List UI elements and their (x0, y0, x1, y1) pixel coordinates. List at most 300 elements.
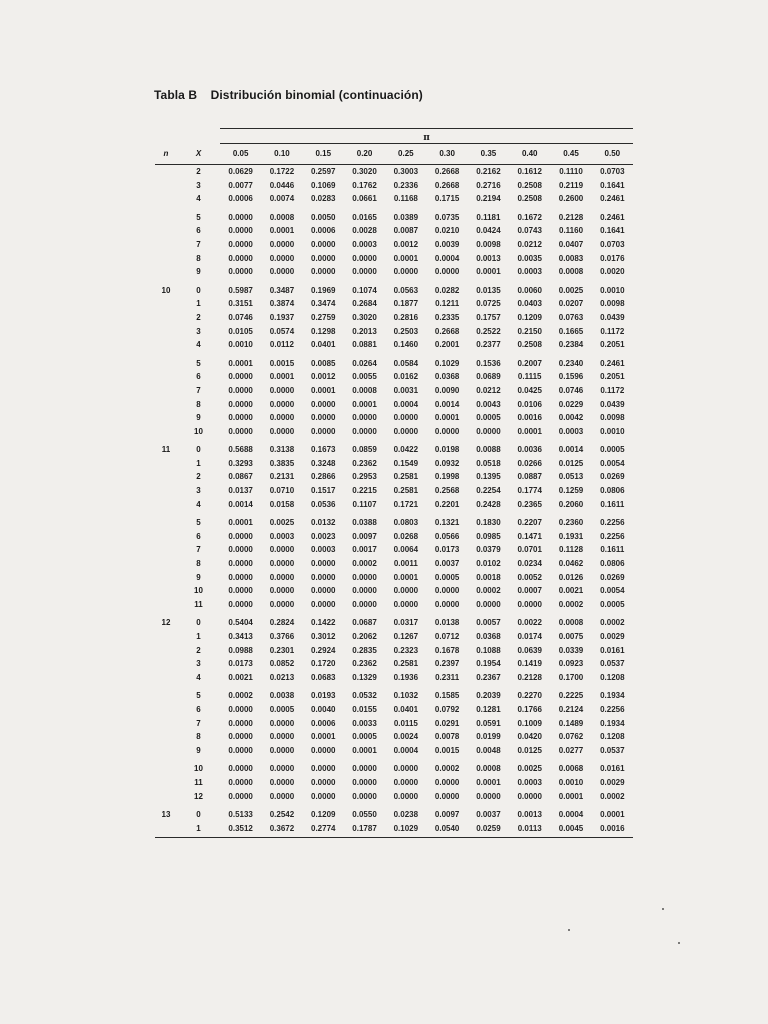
probability-cell: 0.0518 (476, 458, 501, 468)
probability-cell: 0.0000 (228, 267, 253, 277)
n-cell: 11 (161, 445, 171, 455)
probability-cell: 0.1936 (393, 672, 419, 682)
probability-cell: 0.1281 (476, 704, 501, 714)
probability-cell: 0.2060 (558, 499, 584, 509)
probability-cell: 0.1422 (311, 618, 336, 628)
x-cell: 10 (194, 764, 203, 774)
probability-cell: 0.2581 (393, 472, 419, 482)
table-row (155, 530, 633, 544)
probability-cell: 0.1549 (393, 458, 419, 468)
probability-cell: 0.2597 (311, 167, 336, 176)
probability-cell: 0.0000 (228, 253, 253, 263)
probability-cell: 0.0000 (434, 267, 460, 277)
x-cell: 1 (196, 823, 201, 833)
probability-cell: 0.0000 (228, 704, 253, 714)
x-cell: 0 (196, 285, 201, 295)
probability-cell: 0.0000 (269, 745, 295, 755)
column-header-p: 0.40 (509, 144, 550, 165)
n-cell (155, 671, 177, 685)
probability-cell: 0.0000 (269, 253, 295, 263)
probability-cell: 0.1536 (476, 358, 501, 368)
probability-cell: 0.2207 (517, 518, 542, 528)
probability-cell: 0.0020 (600, 267, 625, 277)
probability-cell: 0.0098 (600, 299, 625, 309)
table-body (155, 165, 633, 836)
probability-cell: 0.0138 (434, 618, 460, 628)
probability-cell: 0.0001 (311, 732, 336, 742)
probability-cell: 0.0005 (434, 572, 460, 582)
n-cell (155, 516, 177, 530)
probability-cell: 0.0015 (434, 745, 460, 755)
probability-cell: 0.0701 (517, 545, 542, 555)
n-cell (155, 498, 177, 512)
probability-cell: 0.0000 (476, 426, 501, 436)
probability-cell: 0.0001 (600, 810, 625, 820)
probability-cell: 0.1172 (600, 326, 625, 336)
n-cell (155, 703, 177, 717)
n-cell (155, 790, 177, 804)
probability-cell: 0.0014 (228, 499, 253, 509)
n-cell (155, 165, 177, 179)
probability-cell: 0.2522 (476, 326, 501, 336)
probability-cell: 0.1673 (311, 445, 336, 455)
probability-cell: 0.0002 (434, 764, 460, 774)
probability-cell: 0.0439 (600, 399, 625, 409)
probability-cell: 0.0005 (352, 732, 377, 742)
n-cell (155, 598, 177, 612)
probability-cell: 0.0710 (269, 486, 295, 496)
probability-cell: 0.0075 (558, 632, 584, 641)
probability-cell: 0.0000 (269, 791, 295, 801)
probability-cell: 0.3766 (269, 632, 295, 641)
table-row (155, 630, 633, 644)
n-cell (155, 584, 177, 598)
probability-cell: 0.0317 (393, 618, 419, 628)
n-cell (155, 297, 177, 311)
probability-cell: 0.0536 (311, 499, 336, 509)
probability-cell: 0.0015 (269, 358, 295, 368)
column-header-p: 0.45 (550, 144, 591, 165)
column-header-x: X (177, 144, 220, 165)
n-cell (155, 211, 177, 225)
probability-cell: 0.0282 (434, 285, 460, 295)
probability-cell: 0.0712 (434, 632, 460, 641)
x-cell: 8 (196, 559, 201, 569)
probability-cell: 0.0000 (352, 253, 377, 263)
probability-cell: 0.0010 (558, 777, 584, 787)
probability-cell: 0.0006 (228, 194, 253, 204)
probability-cell: 0.1585 (434, 691, 460, 701)
probability-cell: 0.0001 (228, 358, 253, 368)
probability-cell: 0.0424 (476, 226, 501, 236)
table-row (155, 790, 633, 804)
n-cell (155, 689, 177, 703)
column-header-p: 0.35 (468, 144, 509, 165)
probability-cell: 0.1934 (600, 691, 625, 701)
n-cell (155, 822, 177, 836)
table-row (155, 543, 633, 557)
probability-cell: 0.1720 (311, 659, 336, 669)
probability-cell: 0.0000 (228, 399, 253, 409)
probability-cell: 0.0291 (434, 718, 460, 728)
probability-cell: 0.2150 (517, 326, 542, 336)
probability-cell: 0.2270 (517, 691, 542, 701)
table-row (155, 744, 633, 758)
x-cell: 1 (196, 458, 201, 468)
probability-cell: 0.2377 (476, 340, 501, 350)
probability-cell: 0.0401 (311, 340, 336, 350)
column-header-p: 0.50 (592, 144, 633, 165)
probability-cell: 0.1665 (558, 326, 584, 336)
probability-cell: 0.0420 (517, 732, 542, 742)
probability-cell: 0.0090 (434, 385, 460, 395)
probability-cell: 0.2013 (352, 326, 377, 336)
probability-cell: 0.2716 (476, 180, 501, 190)
n-cell (155, 425, 177, 439)
probability-cell: 0.0002 (558, 599, 584, 609)
table-row (155, 211, 633, 225)
probability-cell: 0.0283 (311, 194, 336, 204)
probability-cell: 0.2128 (517, 672, 542, 682)
probability-cell: 0.0000 (269, 399, 295, 409)
probability-cell: 0.0105 (228, 326, 253, 336)
table-description: Distribución binomial (continuación) (210, 88, 423, 102)
probability-cell: 0.0102 (476, 559, 501, 569)
probability-cell: 0.0199 (476, 732, 501, 742)
probability-cell: 0.0368 (434, 372, 460, 382)
probability-cell: 0.0269 (600, 472, 625, 482)
probability-cell: 0.0210 (434, 226, 460, 236)
probability-cell: 0.0629 (228, 167, 253, 176)
probability-cell: 0.2225 (558, 691, 584, 701)
table-row (155, 338, 633, 352)
scan-speck (678, 942, 680, 944)
probability-cell: 0.0106 (517, 399, 542, 409)
x-cell: 1 (196, 299, 201, 309)
column-header-n: n (155, 144, 177, 165)
probability-cell: 0.0008 (558, 267, 584, 277)
probability-cell: 0.0763 (558, 312, 584, 322)
probability-cell: 0.0024 (393, 732, 419, 742)
probability-cell: 0.0165 (352, 212, 377, 222)
x-cell: 4 (196, 340, 201, 350)
table-row (155, 384, 633, 398)
probability-cell: 0.0113 (517, 823, 542, 833)
table-row (155, 657, 633, 671)
x-cell: 1 (196, 632, 201, 641)
probability-cell: 0.2128 (558, 212, 584, 222)
x-cell: 8 (196, 253, 201, 263)
probability-cell: 0.0008 (558, 618, 584, 628)
probability-cell: 0.0001 (476, 267, 501, 277)
probability-cell: 0.2503 (393, 326, 419, 336)
probability-cell: 0.0932 (434, 458, 460, 468)
table-row (155, 498, 633, 512)
probability-cell: 0.0021 (228, 672, 253, 682)
probability-cell: 0.0000 (311, 239, 336, 249)
probability-cell: 0.0001 (269, 226, 295, 236)
probability-cell: 0.0001 (228, 518, 253, 528)
probability-cell: 0.0000 (228, 745, 253, 755)
probability-cell: 0.0000 (311, 745, 336, 755)
probability-cell: 0.0407 (558, 239, 584, 249)
n-cell (155, 224, 177, 238)
probability-cell: 0.0001 (269, 372, 295, 382)
probability-cell: 0.1088 (476, 645, 501, 655)
probability-cell: 0.2119 (559, 180, 584, 190)
probability-cell: 0.0000 (434, 586, 460, 596)
probability-cell: 0.0173 (228, 659, 253, 669)
n-cell (155, 384, 177, 398)
x-cell: 10 (194, 426, 203, 436)
probability-cell: 0.0125 (558, 458, 584, 468)
probability-cell: 0.0000 (228, 212, 253, 222)
probability-cell: 0.2360 (558, 518, 584, 528)
probability-cell: 0.0703 (600, 167, 625, 176)
probability-cell: 0.3487 (269, 285, 295, 295)
probability-cell: 0.0881 (352, 340, 377, 350)
probability-cell: 0.0207 (558, 299, 584, 309)
probability-cell: 0.0087 (393, 226, 419, 236)
probability-cell: 0.0687 (352, 618, 377, 628)
probability-cell: 0.2924 (311, 645, 336, 655)
probability-cell: 0.0057 (476, 618, 501, 628)
x-cell: 6 (196, 372, 201, 382)
x-cell: 3 (196, 486, 201, 496)
probability-cell: 0.0016 (517, 413, 542, 423)
probability-cell: 0.3248 (311, 458, 336, 468)
probability-cell: 0.0000 (228, 559, 253, 569)
probability-cell: 0.0001 (434, 413, 460, 423)
probability-cell: 0.2684 (352, 299, 377, 309)
probability-cell: 0.2668 (434, 167, 460, 176)
table-row (155, 822, 633, 836)
table-row (155, 484, 633, 498)
probability-cell: 0.0000 (352, 777, 377, 787)
probability-cell: 0.2256 (600, 531, 625, 541)
probability-cell: 0.0068 (558, 764, 584, 774)
probability-cell: 0.0008 (476, 764, 501, 774)
probability-cell: 0.0000 (311, 764, 336, 774)
n-cell (155, 238, 177, 252)
n-cell (155, 730, 177, 744)
probability-cell: 0.2039 (476, 691, 501, 701)
n-cell (155, 265, 177, 279)
probability-cell: 0.0000 (228, 791, 253, 801)
probability-cell: 0.0229 (558, 399, 584, 409)
x-cell: 11 (194, 599, 203, 609)
probability-cell: 0.0173 (434, 545, 460, 555)
probability-cell: 0.1612 (517, 167, 542, 176)
probability-cell: 0.3413 (228, 632, 253, 641)
probability-cell: 0.0212 (476, 385, 501, 395)
n-cell (155, 644, 177, 658)
probability-cell: 0.0000 (393, 426, 419, 436)
probability-cell: 0.0112 (269, 340, 294, 350)
probability-cell: 0.0135 (476, 285, 501, 295)
probability-cell: 0.0234 (517, 559, 542, 569)
probability-cell: 0.0000 (311, 572, 336, 582)
probability-cell: 0.2051 (600, 372, 625, 382)
probability-cell: 0.0021 (558, 586, 584, 596)
probability-cell: 0.1029 (434, 358, 460, 368)
table-row (155, 179, 633, 193)
table-row (155, 192, 633, 206)
table-row (155, 717, 633, 731)
probability-cell: 0.0735 (434, 212, 460, 222)
probability-cell: 0.0001 (558, 791, 584, 801)
table-title (154, 88, 423, 102)
probability-cell: 0.0000 (434, 599, 460, 609)
table-row (155, 443, 633, 457)
probability-cell: 0.1298 (311, 326, 336, 336)
probability-cell: 0.0040 (311, 704, 336, 714)
probability-cell: 0.0000 (352, 586, 377, 596)
probability-cell: 0.0013 (476, 253, 501, 263)
n-cell (155, 484, 177, 498)
probability-cell: 0.2581 (393, 659, 419, 669)
probability-cell: 0.0137 (228, 486, 253, 496)
probability-cell: 0.0000 (434, 777, 460, 787)
table-row (155, 762, 633, 776)
probability-cell: 0.0000 (228, 531, 253, 541)
probability-cell: 0.0077 (228, 180, 253, 190)
table-row (155, 311, 633, 325)
probability-cell: 0.0689 (476, 372, 501, 382)
probability-cell: 0.2062 (352, 632, 377, 641)
probability-cell: 0.0025 (269, 518, 295, 528)
probability-cell: 0.0004 (558, 810, 584, 820)
probability-cell: 0.0097 (434, 810, 460, 820)
x-cell: 5 (196, 358, 201, 368)
probability-cell: 0.0277 (558, 745, 584, 755)
probability-cell: 0.2335 (434, 312, 460, 322)
probability-cell: 0.0014 (434, 399, 460, 409)
probability-cell: 0.2824 (269, 618, 295, 628)
table-row (155, 297, 633, 311)
probability-cell: 0.0054 (600, 586, 625, 596)
probability-cell: 0.2256 (600, 704, 625, 714)
probability-cell: 0.1209 (311, 810, 336, 820)
probability-cell: 0.1460 (393, 340, 419, 350)
n-cell (155, 311, 177, 325)
x-cell: 9 (196, 267, 201, 277)
probability-cell: 0.0000 (311, 253, 336, 263)
probability-cell: 0.1211 (435, 299, 460, 309)
probability-cell: 0.0988 (228, 645, 253, 655)
table-row (155, 516, 633, 530)
probability-cell: 0.0000 (228, 545, 253, 555)
x-cell: 3 (196, 659, 201, 669)
n-cell (155, 370, 177, 384)
probability-cell: 0.3512 (228, 823, 253, 833)
probability-cell: 0.0002 (476, 586, 501, 596)
n-cell (155, 179, 177, 193)
x-cell: 2 (196, 312, 201, 322)
probability-cell: 0.0806 (600, 559, 625, 569)
column-header-p: 0.25 (385, 144, 426, 165)
probability-cell: 0.1208 (600, 672, 625, 682)
table-row (155, 671, 633, 685)
probability-cell: 0.0563 (393, 285, 419, 295)
n-cell (155, 530, 177, 544)
probability-cell: 0.0060 (517, 285, 542, 295)
probability-cell: 0.0001 (352, 745, 377, 755)
probability-cell: 0.0532 (352, 691, 377, 701)
probability-cell: 0.0550 (352, 810, 377, 820)
probability-cell: 0.0000 (352, 413, 377, 423)
probability-cell: 0.0000 (228, 777, 253, 787)
probability-cell: 0.1029 (393, 823, 419, 833)
probability-cell: 0.0000 (476, 599, 501, 609)
probability-cell: 0.2866 (311, 472, 336, 482)
n-cell (155, 571, 177, 585)
probability-cell: 0.0006 (311, 718, 336, 728)
table-row (155, 808, 633, 822)
probability-cell: 0.0000 (269, 586, 295, 596)
probability-cell: 0.0010 (228, 340, 253, 350)
probability-cell: 0.0037 (434, 559, 460, 569)
probability-cell: 0.0238 (393, 810, 419, 820)
probability-cell: 0.0388 (352, 518, 377, 528)
probability-cell: 0.1032 (393, 691, 419, 701)
probability-cell: 0.3003 (393, 167, 419, 176)
probability-cell: 0.0000 (269, 385, 295, 395)
probability-cell: 0.0725 (476, 299, 501, 309)
table-row (155, 776, 633, 790)
probability-cell: 0.0000 (311, 791, 336, 801)
probability-cell: 0.0001 (352, 399, 377, 409)
probability-cell: 0.0048 (476, 745, 501, 755)
probability-cell: 0.0010 (600, 285, 625, 295)
probability-cell: 0.2461 (600, 212, 625, 222)
probability-cell: 0.0000 (269, 413, 295, 423)
probability-cell: 0.0000 (311, 586, 336, 596)
table-row (155, 571, 633, 585)
x-cell: 0 (196, 618, 201, 628)
probability-cell: 0.3874 (269, 299, 295, 309)
probability-cell: 0.0000 (269, 545, 295, 555)
probability-cell: 0.0022 (517, 618, 542, 628)
probability-cell: 0.0132 (311, 518, 336, 528)
probability-cell: 0.0000 (311, 413, 336, 423)
probability-cell: 0.2428 (476, 499, 501, 509)
probability-cell: 0.0422 (393, 445, 419, 455)
probability-cell: 0.0703 (600, 239, 625, 249)
n-cell (155, 657, 177, 671)
probability-cell: 0.0000 (228, 239, 253, 249)
probability-cell: 0.1128 (559, 545, 584, 555)
probability-cell: 0.1969 (311, 285, 336, 295)
probability-cell: 0.0193 (311, 691, 336, 701)
table-row (155, 265, 633, 279)
probability-cell: 0.2301 (269, 645, 295, 655)
x-cell: 3 (196, 326, 201, 336)
probability-cell: 0.0000 (269, 426, 295, 436)
probability-cell: 0.2367 (476, 672, 501, 682)
probability-cell: 0.2581 (393, 486, 419, 496)
probability-cell: 0.0566 (434, 531, 460, 541)
probability-cell: 0.0008 (269, 212, 295, 222)
probability-cell: 0.0017 (352, 545, 377, 555)
table-row (155, 252, 633, 266)
probability-cell: 0.0513 (558, 472, 584, 482)
x-cell: 0 (196, 810, 201, 820)
probability-cell: 0.0000 (311, 426, 336, 436)
probability-cell: 0.0746 (228, 312, 253, 322)
probability-cell: 0.0537 (600, 745, 625, 755)
probability-cell: 0.1110 (559, 167, 583, 176)
